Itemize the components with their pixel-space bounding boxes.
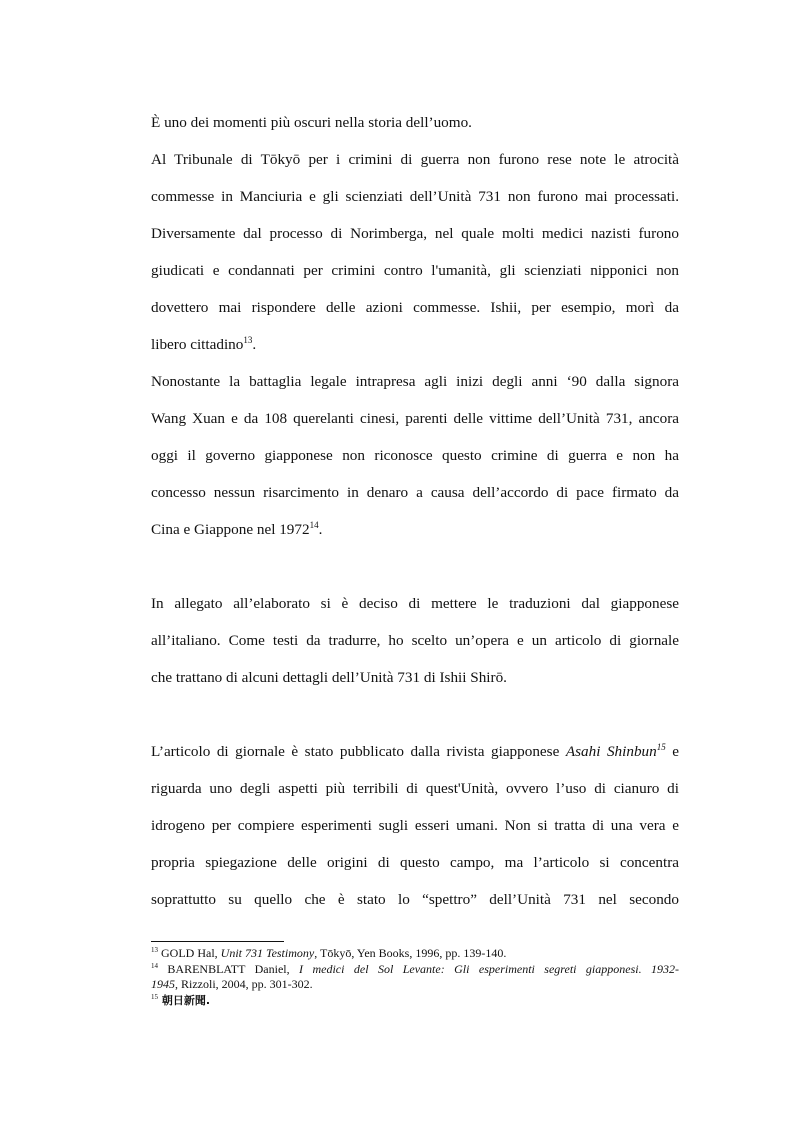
footnote-separator bbox=[151, 941, 284, 942]
paragraph-spacer bbox=[151, 548, 679, 585]
footnote-14 bbox=[151, 962, 679, 978]
book-title: 1945 bbox=[151, 977, 175, 991]
text-span: , Tōkyō, Yen Books, 1996, pp. 139-140. bbox=[314, 946, 507, 960]
text-line bbox=[151, 733, 679, 770]
text-line: che trattano di alcuni dettagli dell’Unità 731 di Ishii Shirō. bbox=[151, 669, 507, 686]
footnote-14-cont bbox=[151, 977, 679, 993]
text-line: Nonostante la battaglia legale intrapresa agli inizi degli anni ‘90 dalla signora bbox=[151, 373, 679, 390]
paragraph-spacer bbox=[151, 696, 679, 733]
text-span: BARENBLATT Daniel, bbox=[158, 961, 300, 976]
text-line: Al Tribunale di Tōkyō per i crimini di guerra non furono rese note le atrocità bbox=[151, 151, 679, 168]
text-line: riguarda uno degli aspetti più terribili di quest'Unità, ovvero l’uso di cianuro di bbox=[151, 780, 679, 797]
paragraph-intro: È uno dei momenti più oscuri nella storia dell’uomo. bbox=[151, 114, 472, 131]
document-body bbox=[151, 104, 679, 918]
footnote-15 bbox=[151, 993, 679, 1009]
text-span: , Rizzoli, 2004, pp. 301-302. bbox=[175, 977, 313, 991]
footnote-ref-15[interactable] bbox=[657, 742, 666, 752]
text-span: . bbox=[252, 336, 257, 353]
book-title: I medici del Sol Levante: Gli esperimenti segreti giapponesi. 1932- bbox=[299, 961, 679, 976]
text-span: GOLD Hal, bbox=[158, 946, 221, 960]
footnote-number: 15 bbox=[151, 992, 158, 1001]
paragraph-tribunal bbox=[151, 141, 679, 363]
text-line bbox=[151, 326, 679, 363]
text-line: dovettero mai rispondere delle azioni commesse. Ishii, per esempio, morì da bbox=[151, 299, 679, 316]
text-span: Cina e Giappone nel 1972 bbox=[151, 521, 310, 538]
text-line: In allegato all’elaborato si è deciso di mettere le traduzioni dal giapponese bbox=[151, 595, 679, 612]
text-span: . bbox=[318, 521, 323, 538]
text-line: Diversamente dal processo di Norimberga, nel quale molti medici nazisti furono bbox=[151, 225, 679, 242]
footnotes bbox=[151, 946, 679, 1008]
text-line: giudicati e condannati per crimini contro l'umanità, gli scienziati nipponici non bbox=[151, 262, 679, 279]
text-line: oggi il governo giapponese non riconosce questo crimine di guerra e non ha bbox=[151, 447, 679, 464]
book-title: Unit 731 Testimony bbox=[220, 946, 315, 960]
text-span: libero cittadino bbox=[151, 336, 244, 353]
text-span: L’articolo di giornale è stato pubblicato dalla rivista giapponese bbox=[151, 743, 566, 760]
text-line: concesso nessun risarcimento in denaro a causa dell’accordo di pace firmato da bbox=[151, 484, 679, 501]
footnote-ref-number: 15 bbox=[656, 741, 666, 752]
footnote-number: 14 bbox=[151, 961, 158, 970]
newspaper-name-jp: 朝日新聞. bbox=[158, 993, 211, 1007]
paragraph-attachment bbox=[151, 585, 679, 696]
newspaper-title: Asahi Shinbun bbox=[565, 743, 657, 760]
text-span: e bbox=[665, 743, 679, 760]
text-line: soprattutto su quello che è stato lo “spettro” dell’Unità 731 nel secondo bbox=[151, 891, 679, 908]
text-line: all’italiano. Come testi da tradurre, ho scelto un’opera e un articolo di giornale bbox=[151, 632, 679, 649]
footnote-ref-14[interactable]: 14 bbox=[309, 519, 319, 530]
paragraph-article bbox=[151, 733, 679, 918]
text-line: Wang Xuan e da 108 querelanti cinesi, parenti delle vittime dell’Unità 731, ancora bbox=[151, 410, 679, 427]
text-line: propria spiegazione delle origini di questo campo, ma l’articolo si concentra bbox=[151, 854, 679, 871]
text-line: idrogeno per compiere esperimenti sugli esseri umani. Non si tratta di una vera e bbox=[151, 817, 679, 834]
footnote-ref-13[interactable]: 13 bbox=[243, 334, 253, 345]
footnote-number: 13 bbox=[151, 946, 158, 954]
paragraph-legal-battle bbox=[151, 363, 679, 548]
text-line: commesse in Manciuria e gli scienziati dell’Unità 731 non furono mai processati. bbox=[151, 188, 679, 205]
text-line bbox=[151, 511, 679, 548]
footnote-13 bbox=[151, 946, 679, 962]
